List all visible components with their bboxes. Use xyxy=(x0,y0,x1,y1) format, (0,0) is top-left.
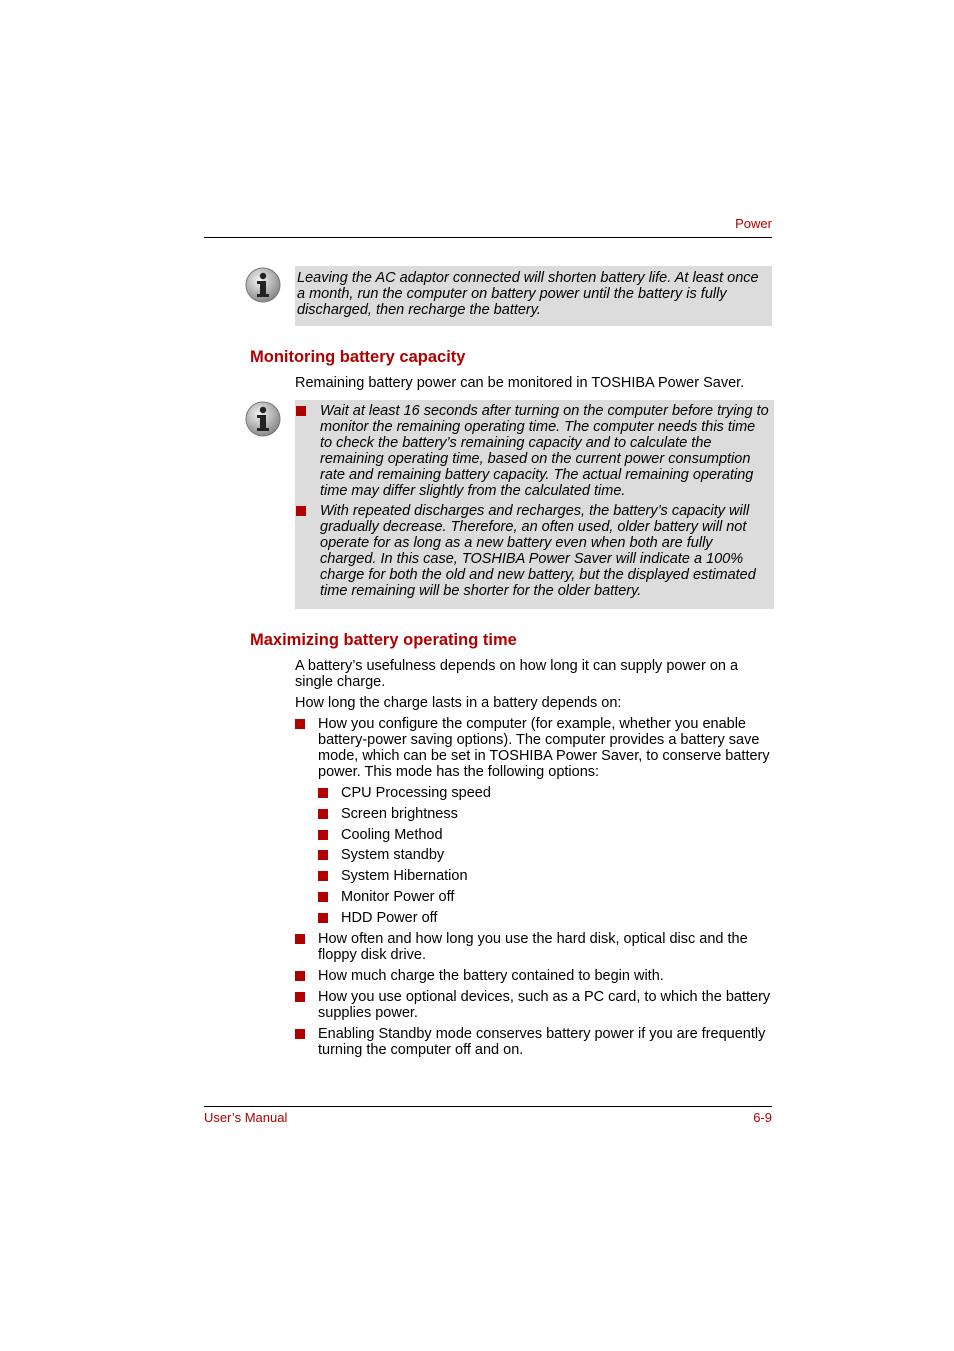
list-item xyxy=(318,785,775,801)
bullet xyxy=(295,992,305,1002)
list-item xyxy=(295,989,775,1021)
bullet xyxy=(295,719,305,729)
heading-maximizing-battery-time: Maximizing battery operating time xyxy=(250,631,517,649)
info-icon xyxy=(245,267,281,303)
bullet xyxy=(295,971,305,981)
list-item xyxy=(318,868,775,884)
bullet xyxy=(318,788,328,798)
bullet xyxy=(318,913,328,923)
note-item-text: With repeated discharges and recharges, the battery’s capacity will gradually decrease. Therefore, an often used, older battery will not operate for as long as a new battery even when both are fully charged. In this case, TOSHIBA Power Saver will indicate a 100% charge for both the old and new battery, but the displayed estimated time remaining will be shorter for the older battery. xyxy=(320,503,756,599)
list-item-text: How often and how long you use the hard disk, optical disc and the floppy disk drive. xyxy=(318,930,748,963)
bullet xyxy=(318,850,328,860)
option-text: HDD Power off xyxy=(341,909,438,926)
list-item xyxy=(295,403,770,499)
list-item xyxy=(318,889,775,905)
page-footer xyxy=(204,1106,772,1125)
option-text: Screen brightness xyxy=(341,805,458,822)
page-number: 6-9 xyxy=(753,1110,772,1125)
option-text: CPU Processing speed xyxy=(341,785,491,801)
list-item-text: How you use optional devices, such as a PC card, to which the battery supplies power. xyxy=(318,988,771,1021)
header-section-title: Power xyxy=(735,216,772,231)
bullet xyxy=(296,506,306,516)
note-item-text: Wait at least 16 seconds after turning on the computer before trying to monitor the remaining operating time. The computer needs this time to check the battery’s remaining capacity and to calculate the remaining operating time, based on the current power consumption rate and remaining battery capacity. The actual remaining operating time may differ slightly from the calculated time. xyxy=(320,403,769,499)
list-item xyxy=(295,716,775,926)
bullet xyxy=(318,809,328,819)
note-ac-adaptor xyxy=(295,266,772,326)
info-icon xyxy=(245,401,281,437)
list-item xyxy=(318,806,775,822)
heading-monitoring-battery-capacity: Monitoring battery capacity xyxy=(250,348,466,366)
list-item xyxy=(318,847,775,863)
section2-para1: A battery’s usefulness depends on how long it can supply power on a single charge. xyxy=(295,658,739,690)
bullet xyxy=(318,871,328,881)
page-header xyxy=(204,216,772,238)
factors-list xyxy=(295,716,775,1063)
note-monitoring xyxy=(295,400,774,609)
bullet xyxy=(318,830,328,840)
options-sublist xyxy=(318,785,775,926)
section1-intro: Remaining battery power can be monitored in TOSHIBA Power Saver. xyxy=(295,375,745,391)
option-text: System Hibernation xyxy=(341,868,468,885)
list-item xyxy=(295,968,775,984)
list-item xyxy=(295,1026,775,1058)
list-item xyxy=(318,827,775,843)
option-text: Monitor Power off xyxy=(341,888,455,905)
bullet xyxy=(318,892,328,902)
option-text: System standby xyxy=(341,847,445,864)
list-item-text: Enabling Standby mode conserves battery power if you are frequently turning the computer off and on. xyxy=(318,1025,766,1058)
list-item xyxy=(295,931,775,963)
option-text: Cooling Method xyxy=(341,826,443,843)
bullet xyxy=(295,1029,305,1039)
list-item-text: How much charge the battery contained to begin with. xyxy=(318,967,664,984)
list-item xyxy=(318,910,775,926)
bullet xyxy=(296,406,306,416)
list-item xyxy=(295,503,770,599)
note-text: Leaving the AC adaptor connected will shorten battery life. At least once a month, run the computer on battery power until the battery is fully discharged, then recharge the battery. xyxy=(297,270,759,318)
footer-manual-title: User’s Manual xyxy=(204,1110,288,1125)
section2-para2: How long the charge lasts in a battery depends on: xyxy=(295,695,622,711)
bullet xyxy=(295,934,305,944)
list-item-text: How you configure the computer (for example, whether you enable battery-power saving options). The computer provides a battery save mode, which can be set in TOSHIBA Power Saver, to conserve battery power. This mode has the following options: xyxy=(318,716,770,780)
